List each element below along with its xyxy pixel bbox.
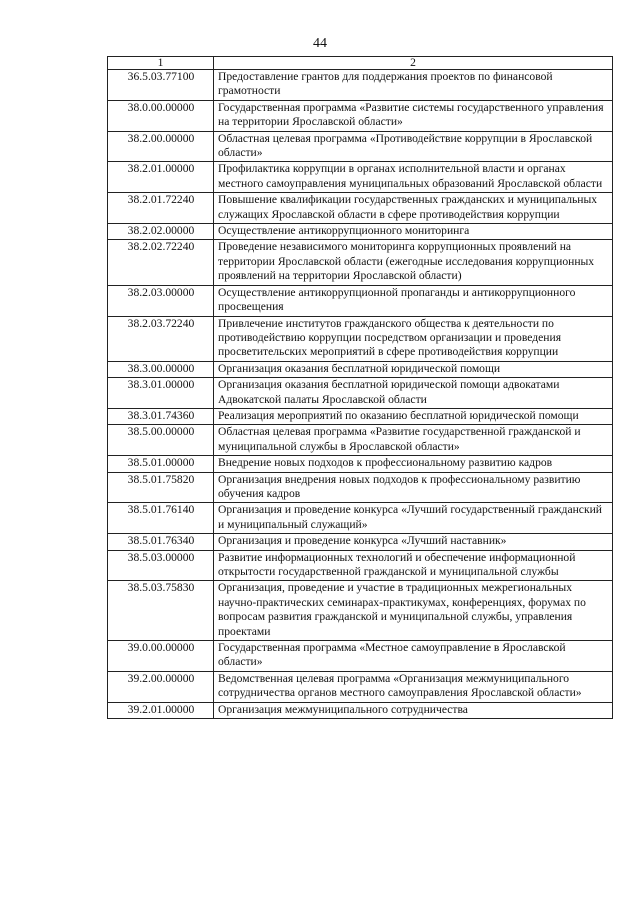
row-code: 38.5.01.75820 [108,472,214,503]
table-row [108,581,613,641]
table-row [108,240,613,285]
page-number: 44 [313,36,327,51]
row-name: Организация внедрения новых подходов к профессиональному развитию обучения кадров [214,472,613,503]
row-code: 38.2.02.00000 [108,224,214,240]
table-row [108,425,613,456]
row-name: Предоставление грантов для поддержания проектов по финансовой грамотности [214,70,613,101]
row-name: Проведение независимого мониторинга коррупционных проявлений на территории Ярославской области (ежегодные исследования коррупционных проявлений на территории Ярославской области) [214,240,613,285]
row-name: Профилактика коррупции в органах исполнительной власти и органах местного самоуправления муниципальных образований Ярославской области [214,162,613,193]
row-name: Организация межмуниципального сотрудничества [214,702,613,718]
table-row [108,70,613,101]
classification-table [107,56,613,719]
row-code: 38.3.00.00000 [108,361,214,377]
table-row [108,550,613,581]
row-name: Реализация мероприятий по оказанию бесплатной юридической помощи [214,408,613,424]
row-name: Осуществление антикоррупционного мониторинга [214,224,613,240]
row-code: 38.2.03.00000 [108,285,214,316]
table-row [108,361,613,377]
row-name: Организация, проведение и участие в традиционных межрегиональных научно-практических семинарах-практикумах, конференциях, форумах по вопросам развития гражданской и муниципальной службы, управления проектами [214,581,613,641]
row-name: Областная целевая программа «Противодействие коррупции в Ярославской области» [214,131,613,162]
row-name: Организация оказания бесплатной юридической помощи адвокатами Адвокатской палаты Ярославской области [214,378,613,409]
table-row [108,193,613,224]
row-name: Организация и проведение конкурса «Лучший государственный гражданский и муниципальный служащий» [214,503,613,534]
row-code: 38.3.01.00000 [108,378,214,409]
table-row [108,641,613,672]
row-code: 38.3.01.74360 [108,408,214,424]
row-code: 38.5.01.76140 [108,503,214,534]
row-code: 38.2.03.72240 [108,316,214,361]
row-name: Областная целевая программа «Развитие государственной гражданской и муниципальной службы в Ярославской области» [214,425,613,456]
table-row [108,162,613,193]
table-body [108,70,613,719]
table-row [108,100,613,131]
table-row [108,702,613,718]
row-name: Привлечение институтов гражданского общества к деятельности по противодействию коррупции посредством организации и проведения просветительских мероприятий в сфере противодействия коррупции [214,316,613,361]
row-name: Повышение квалификации государственных гражданских и муниципальных служащих Ярославской области в сфере противодействия коррупции [214,193,613,224]
table-row [108,285,613,316]
row-code: 38.5.03.00000 [108,550,214,581]
row-name: Ведомственная целевая программа «Организация межмуниципального сотрудничества органов местного самоуправления Ярославской области» [214,671,613,702]
row-code: 38.2.00.00000 [108,131,214,162]
row-name: Развитие информационных технологий и обеспечение информационной открытости государственной гражданской и муниципальной службы [214,550,613,581]
table-row [108,503,613,534]
column-header-code: 1 [108,57,214,70]
row-name: Организация и проведение конкурса «Лучший наставник» [214,534,613,550]
row-code: 39.2.00.00000 [108,671,214,702]
row-name: Организация оказания бесплатной юридической помощи [214,361,613,377]
row-code: 38.5.00.00000 [108,425,214,456]
table-row [108,456,613,472]
row-name: Государственная программа «Местное самоуправление в Ярославской области» [214,641,613,672]
row-code: 38.5.01.00000 [108,456,214,472]
row-code: 39.2.01.00000 [108,702,214,718]
row-code: 38.5.03.75830 [108,581,214,641]
row-name: Государственная программа «Развитие системы государственного управления на территории Ярославской области» [214,100,613,131]
table-row [108,316,613,361]
table-row [108,408,613,424]
table-row [108,378,613,409]
row-name: Осуществление антикоррупционной пропаганды и антикоррупционного просвещения [214,285,613,316]
table-row [108,131,613,162]
column-header-name: 2 [214,57,613,70]
row-code: 36.5.03.77100 [108,70,214,101]
row-code: 38.5.01.76340 [108,534,214,550]
table-header-row [108,57,613,70]
row-code: 38.2.02.72240 [108,240,214,285]
row-code: 38.2.01.00000 [108,162,214,193]
row-name: Внедрение новых подходов к профессиональному развитию кадров [214,456,613,472]
table-row [108,224,613,240]
table-row [108,671,613,702]
row-code: 39.0.00.00000 [108,641,214,672]
table-row [108,472,613,503]
row-code: 38.0.00.00000 [108,100,214,131]
row-code: 38.2.01.72240 [108,193,214,224]
table-row [108,534,613,550]
